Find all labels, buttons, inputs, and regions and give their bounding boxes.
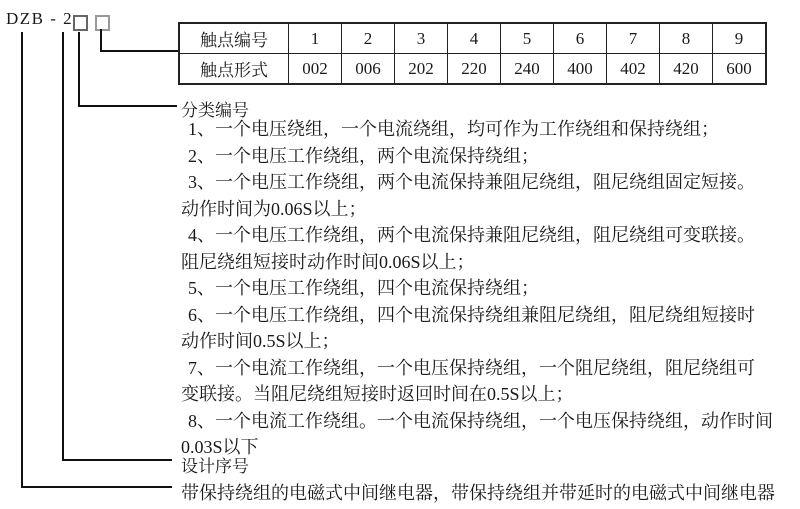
table-cell: 5 [501,23,554,54]
classification-line: 6、一个电压工作绕组，四个电流保持绕组兼阻尼绕组，阻尼绕组短接时 [188,304,755,325]
table-cell: 3 [395,23,448,54]
contact-table [178,22,767,85]
table-cell: 600 [713,54,767,85]
table-row-contact-form [179,54,766,85]
table-cell: 006 [342,54,395,85]
table-cell: 240 [501,54,554,85]
classification-line: 7、一个电流工作绕组，一个电压保持绕组，一个阻尼绕组，阻尼绕组可 [188,357,755,378]
classification-line: 5、一个电压工作绕组，四个电流保持绕组； [188,278,539,298]
table-cell: 7 [607,23,660,54]
table-cell: 402 [607,54,660,85]
classification-line: 1、一个电压绕组，一个电流绕组，均可作为工作绕组和保持绕组； [188,119,719,139]
table-row-label: 触点形式 [179,54,289,85]
classification-line: 3、一个电压工作绕组，两个电流保持兼阻尼绕组，阻尼绕组固定短接。 [188,172,755,192]
table-cell: 420 [660,54,713,85]
table-cell: 9 [713,23,767,54]
classification-digit-box [73,15,88,31]
classification-line: 8、一个电流工作绕组。一个电流保持绕组，一个电压保持绕组，动作时间 [188,410,773,431]
table-cell: 002 [289,54,342,85]
classification-line: 动作时间为0.06S以上； [181,198,367,219]
classification-line: 0.03S以下 [181,437,259,457]
model-code: DZB - 2 [6,9,74,28]
table-cell: 8 [660,23,713,54]
classification-label: 分类编号 [181,101,249,120]
classification-line: 2、一个电压工作绕组，两个电流保持绕组； [188,145,539,166]
table-cell: 202 [395,54,448,85]
table-cell: 2 [342,23,395,54]
table-cell: 400 [554,54,607,85]
table-row-contact-number [179,23,766,54]
classification-line: 变联接。当阻尼绕组短接时返回时间在0.5S以上； [181,384,574,404]
classification-line: 4、一个电压工作绕组，两个电流保持兼阻尼绕组，阻尼绕组可变联接。 [188,225,755,245]
table-cell: 220 [448,54,501,85]
classification-line: 动作时间0.5S以上； [181,331,340,351]
table-row-label: 触点编号 [179,23,289,54]
classification-list [181,116,773,461]
connector-line-contact-table [100,29,180,52]
table-cell: 1 [289,23,342,54]
table-cell: 6 [554,23,607,54]
table-cell: 4 [448,23,501,54]
relay-type-description: 带保持绕组的电磁式中间继电器，带保持绕组并带延时的电磁式中间继电器 [181,483,775,503]
classification-line: 阻尼绕组短接时动作时间0.06S以上； [181,251,475,272]
design-serial-label: 设计序号 [181,457,249,476]
